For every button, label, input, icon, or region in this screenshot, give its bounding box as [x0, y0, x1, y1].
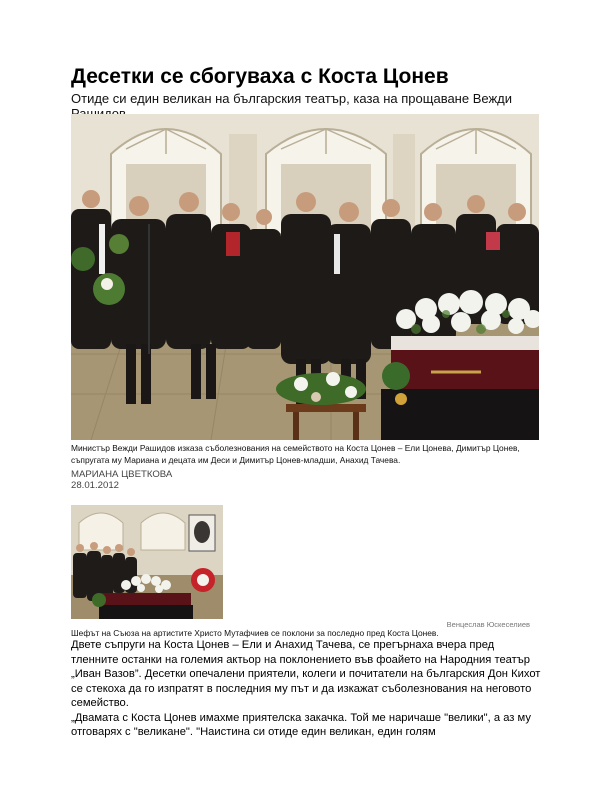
- article-header: [71, 64, 541, 121]
- second-photo: [71, 505, 223, 619]
- body-paragraph: „Двамата с Коста Цонев имахме приятелска закачка. Той ме наричаше "велики", а аз му отговарях с "великане". "Наистина си отиде един великан, един голям: [71, 711, 531, 738]
- main-photo: [71, 114, 539, 440]
- second-photo-caption: Шефът на Съюза на артистите Христо Мутафчиев се поклони за последно пред Коста Цонев.: [71, 628, 439, 638]
- publish-date: 28.01.2012: [71, 480, 120, 491]
- article-title: Десетки се сбогуваха с Коста Цонев: [71, 65, 449, 88]
- author-name: МАРИАНА ЦВЕТКОВА: [71, 469, 173, 480]
- body-paragraph: Двете съпруги на Коста Цонев – Ели и Анахид Тачева, се прегърнаха вчера пред тленните останки на големия актьор на поклонението във фоайето на Народния театър „Иван Вазов”. Десетки опечалени приятели, колеги и почитатели на българския Дон Кихот се стекоха да го изпратят в последния му път и да изкажат съболезнования на неговото семейство.: [71, 639, 541, 709]
- article-subtitle: Отиде си един великан на българския театър, каза на прощаване Вежди: [71, 91, 513, 106]
- article-body: [71, 638, 541, 740]
- main-photo-caption: Министър Вежди Рашидов изказа съболезнования на семейството на Коста Цонев – Ели Цонева, Димитър Цонев, съпругата му Мариана и децата им Деси и Димитър Цонев-младши, Анахид Тачева.: [71, 443, 520, 465]
- photo-credit: Венцеслав Юскеселиев: [446, 620, 530, 629]
